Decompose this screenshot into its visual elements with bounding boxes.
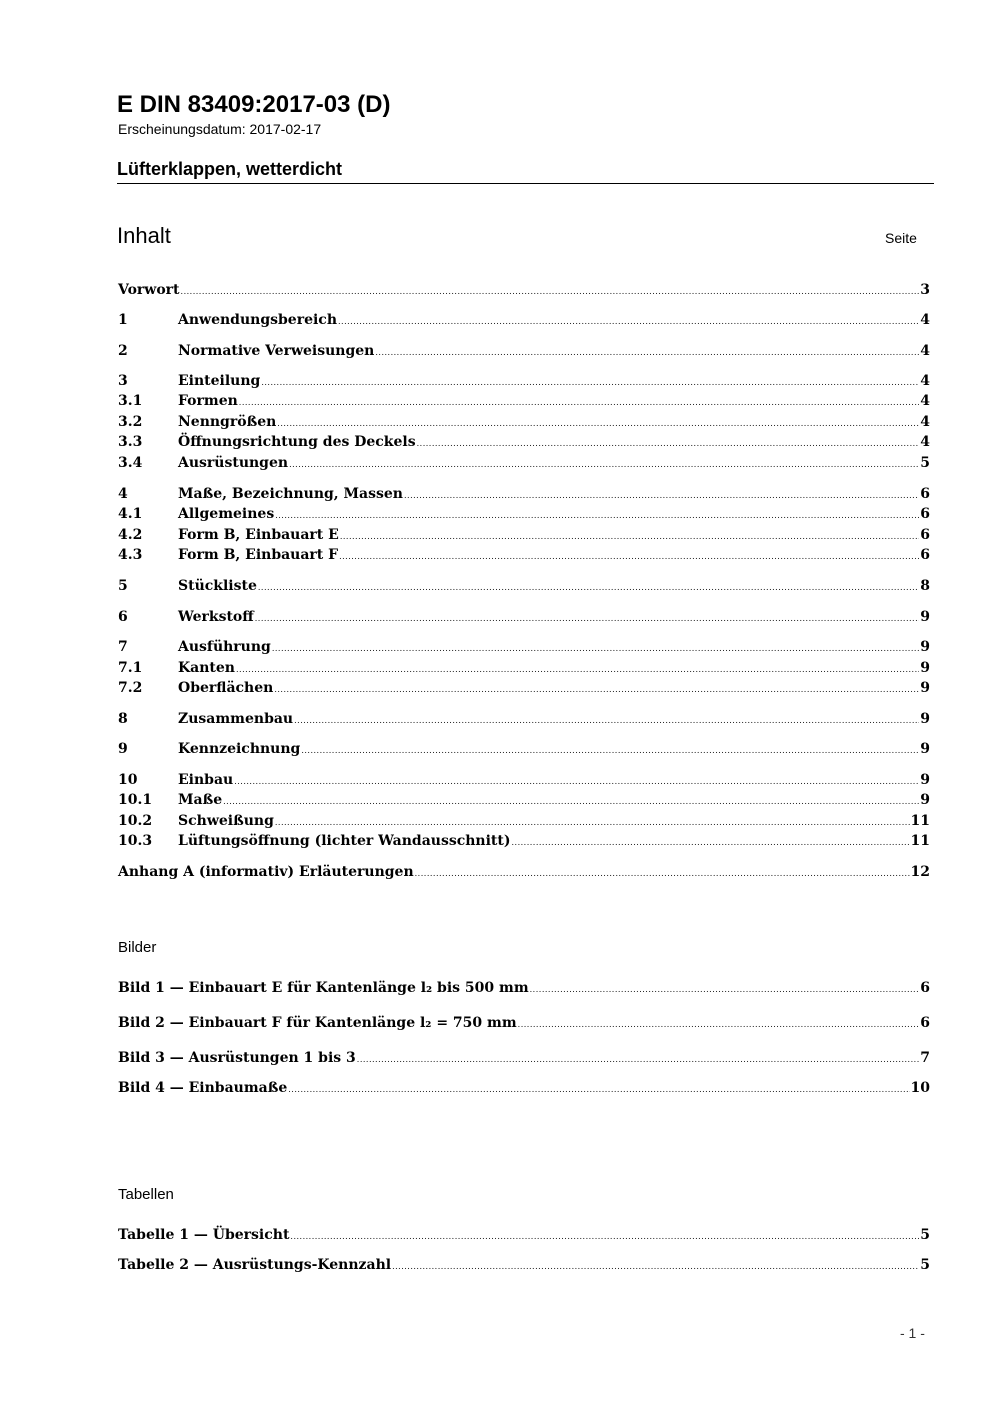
dot-leader [518,1015,920,1035]
toc-entry-page: 9 [920,711,930,727]
toc-entry-page: 4 [920,393,930,409]
dot-leader [404,486,919,506]
table-entry-page: 5 [920,1257,930,1273]
toc-entry-number: 4.2 [118,527,143,543]
toc-entry[interactable] [118,341,930,361]
toc-entry-text: Werkstoff [178,609,254,625]
toc-entry-text: Form B, Einbauart E [178,527,339,543]
toc-entry-number: 5 [118,578,128,594]
toc-entry[interactable] [118,280,930,300]
toc-entry-page: 4 [920,312,930,328]
toc-entry-number: 6 [118,609,128,625]
dot-leader [415,864,910,884]
toc-entry-text: Öffnungsrichtung des Deckels [178,434,416,450]
figure-entry-text: Bild 2 — Einbauart F für Kantenlänge l₂ = 750 mm [118,1015,517,1031]
toc-entry-page: 9 [920,792,930,808]
dot-leader [357,1050,919,1070]
toc-entry-text: Schweißung [178,813,274,829]
dot-leader [181,282,920,302]
toc-entry-text: Ausrüstungen [178,455,289,471]
toc-entry-number: 3.2 [118,414,143,430]
table-entry-text: Tabelle 2 — Ausrüstungs-Kennzahl [118,1257,392,1273]
figure-entry-text: Bild 3 — Ausrüstungen 1 bis 3 [118,1050,356,1066]
toc-entry-page: 9 [920,660,930,676]
toc-entry-number: 3.4 [118,455,143,471]
dot-leader [274,680,919,700]
figure-entry-page: 10 [910,1080,930,1096]
toc-entry[interactable] [118,831,930,851]
toc-entry-text: Allgemeines [178,506,275,522]
dot-leader [417,434,920,454]
dot-leader [289,455,919,475]
toc-entry-number: 3 [118,373,128,389]
toc-entry[interactable] [118,432,930,452]
toc-entry-page: 4 [920,414,930,430]
dot-leader [530,980,920,1000]
dot-leader [340,527,919,547]
contents-heading: Inhalt [117,223,171,248]
toc-entry[interactable] [118,576,930,596]
dot-leader [290,1227,919,1247]
page-column-label: Seite [885,230,917,246]
toc-entry-page: 4 [920,373,930,389]
toc-entry[interactable] [118,391,930,411]
toc-entry-number: 2 [118,343,128,359]
toc-entry-number: 9 [118,741,128,757]
toc-entry-number: 7.2 [118,680,143,696]
figure-entry-text: Bild 1 — Einbauart E für Kantenlänge l₂ bis 500 mm [118,980,529,996]
toc-entry-number: 3.3 [118,434,143,450]
toc-entry-page: 9 [920,609,930,625]
toc-entry-page: 3 [920,282,930,298]
toc-entry-text: Einteilung [178,373,261,389]
toc-entry[interactable] [118,862,930,882]
figure-entry-page: 7 [920,1050,930,1066]
toc-entry-page: 6 [920,486,930,502]
table-entry[interactable] [118,1225,930,1245]
toc-entry-page: 9 [920,680,930,696]
toc-entry-text: Normative Verweisungen [178,343,375,359]
toc-entry-page: 11 [910,813,930,829]
figures-heading: Bilder [118,939,157,956]
toc-entry-number: 10.2 [118,813,153,829]
document-subject: Lüfterklappen, wetterdicht [117,159,343,179]
dot-leader [258,578,919,598]
toc-entry[interactable] [118,484,930,504]
toc-entry[interactable] [118,811,930,831]
dot-leader [277,414,919,434]
toc-entry-page: 6 [920,506,930,522]
dot-leader [288,1080,909,1100]
toc-entry-text: Maße [178,792,223,808]
toc-entry-text: Stückliste [178,578,257,594]
dot-leader [236,660,919,680]
toc-entry[interactable] [118,545,930,565]
toc-entry[interactable] [118,770,930,790]
toc-entry-page: 6 [920,527,930,543]
toc-entry[interactable] [118,371,930,391]
toc-entry-number: 10.1 [118,792,153,808]
figure-entry[interactable] [118,1013,930,1033]
toc-entry-text: Anhang A (informativ) Erläuterungen [118,864,414,880]
dot-leader [301,741,919,761]
dot-leader [261,373,919,393]
toc-entry-text: Vorwort [118,282,180,298]
toc-entry[interactable] [118,412,930,432]
toc-entry-text: Formen [178,393,238,409]
toc-entry-number: 4.1 [118,506,143,522]
toc-entry[interactable] [118,790,930,810]
toc-entry-text: Kanten [178,660,235,676]
toc-entry-text: Maße, Bezeichnung, Massen [178,486,403,502]
figure-entry-text: Bild 4 — Einbaumaße [118,1080,288,1096]
dot-leader [511,833,909,853]
figure-entry[interactable] [118,1078,930,1098]
dot-leader [272,639,919,659]
toc-entry-text: Einbau [178,772,234,788]
toc-entry[interactable] [118,739,930,759]
toc-entry[interactable] [118,709,930,729]
table-entry-text: Tabelle 1 — Übersicht [118,1227,290,1243]
dot-leader [234,772,919,792]
toc-entry-number: 3.1 [118,393,143,409]
figure-entry[interactable] [118,1048,930,1068]
dot-leader [223,792,919,812]
dot-leader [275,506,919,526]
toc-entry-page: 6 [920,547,930,563]
toc-entry-page: 11 [910,833,930,849]
toc-entry-number: 7 [118,639,128,655]
toc-entry-text: Ausführung [178,639,271,655]
dot-leader [294,711,919,731]
toc-entry[interactable] [118,310,930,330]
toc-entry[interactable] [118,678,930,698]
toc-entry-text: Kennzeichnung [178,741,301,757]
toc-entry-page: 8 [920,578,930,594]
toc-entry-page: 12 [910,864,930,880]
table-entry[interactable] [118,1255,930,1275]
figure-entry-page: 6 [920,980,930,996]
dot-leader [275,813,910,833]
tables-heading: Tabellen [118,1186,174,1203]
header-divider [117,183,934,184]
toc-entry-text: Oberflächen [178,680,274,696]
dot-leader [255,609,920,629]
toc-entry[interactable] [118,607,930,627]
toc-entry[interactable] [118,453,930,473]
toc-entry-number: 10 [118,772,138,788]
toc-entry-text: Form B, Einbauart F [178,547,339,563]
toc-entry-number: 4 [118,486,128,502]
toc-entry-number: 4.3 [118,547,143,563]
toc-entry-page: 4 [920,434,930,450]
dot-leader [339,547,919,567]
document-title: E DIN 83409:2017-03 (D) [117,91,391,118]
dot-leader [392,1257,919,1277]
toc-entry[interactable] [118,637,930,657]
toc-entry-number: 7.1 [118,660,143,676]
toc-entry-text: Nenngrößen [178,414,277,430]
toc-entry-page: 4 [920,343,930,359]
toc-entry-page: 9 [920,772,930,788]
toc-entry-text: Lüftungsöffnung (lichter Wandausschnitt) [178,833,511,849]
dot-leader [338,312,919,332]
toc-entry[interactable] [118,504,930,524]
toc-entry-page: 5 [920,455,930,471]
toc-entry-number: 1 [118,312,128,328]
toc-entry-page: 9 [920,639,930,655]
toc-entry[interactable] [118,658,930,678]
dot-leader [239,393,919,413]
toc-entry-number: 10.3 [118,833,153,849]
figure-entry-page: 6 [920,1015,930,1031]
toc-entry-page: 9 [920,741,930,757]
toc-entry-number: 8 [118,711,128,727]
toc-entry-text: Zusammenbau [178,711,294,727]
toc-entry-text: Anwendungsbereich [178,312,337,328]
publication-date: Erscheinungsdatum: 2017-02-17 [118,121,322,137]
dot-leader [375,343,919,363]
table-entry-page: 5 [920,1227,930,1243]
figure-entry[interactable] [118,978,930,998]
page-number: - 1 - [900,1325,925,1341]
toc-entry[interactable] [118,525,930,545]
